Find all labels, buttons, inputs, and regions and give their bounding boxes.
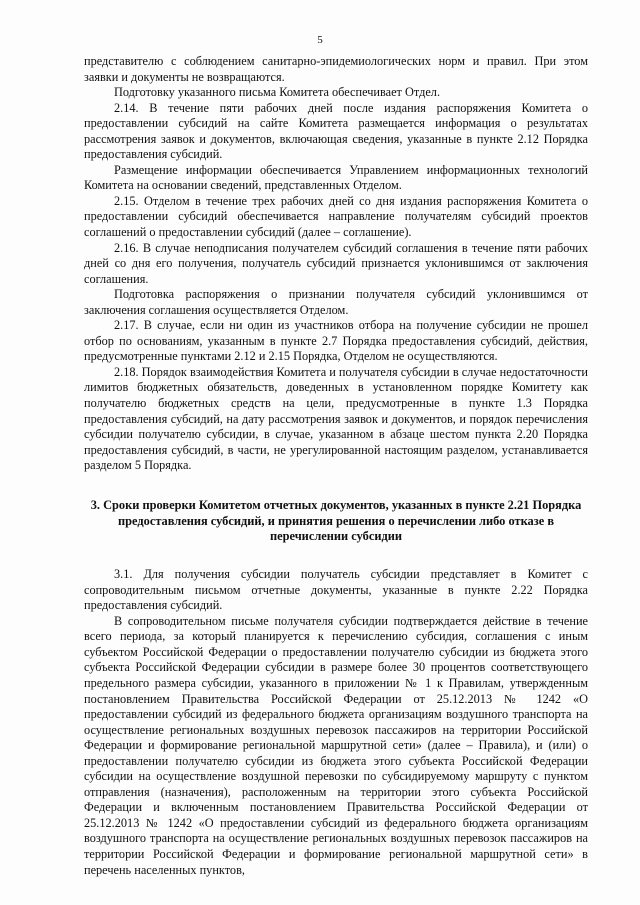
paragraph-2-18: 2.18. Порядок взаимодействия Комитета и получателя субсидии в случае недостаточности лимитов бюджетных обязательств, доведенных в установленном порядке Комитету как получателю бюджетных средств на цели, предусмотренные в пункте 1.3 Порядка предоставления субсидий, на дату рассмотрения заявок и документов, и порядок перечисления субсидии получателю субсидии, в случае, указанном в абзаце шестом пункта 2.20 Порядка предоставления субсидий, в части, не урегулированной настоящим разделом, устанавливается разделом 5 Порядка. <box>84 364 589 473</box>
paragraph-2-15: 2.15. Отделом в течение трех рабочих дней со дня издания распоряжения Комитета о предоставлении субсидий обеспечивается направление получателям субсидий проектов соглашений о предоставлении субсидий (далее – соглашение). <box>84 193 588 240</box>
paragraph-3-1: 3.1. Для получения субсидии получатель субсидии представляет в Комитет с сопроводительным письмом отчетные документы, указанные в пункте 2.22 Порядка предоставления субсидий. <box>84 567 588 613</box>
paragraph-cover-letter: В сопроводительном письме получателя субсидии подтверждается действие в течение всего периода, за который планируется к перечислению субсидия, соглашения с иным субъектом Российской Федерации о предоставлении получателю субсидии из бюджета этого субъекта Российской Федерации субсидии в размере более 30 процентов соответствующего предельного размера субсидии, указанного в приложении № 1 к Правилам, утвержденным постановлением Правительства Российской Федерации от 25.12.2013 № 1242 «О предоставлении субсидий из федерального бюджета организациям воздушного транспорта на осуществление региональных воздушных перевозок пассажиров на территории Российской Федерации и формирование региональной маршрутной сети» (далее – Правила), и (или) о предоставлении получателю субсидии из бюджета этого субъекта Российской Федерации субсидии на осуществление воздушной перевозки по субсидируемому маршруту с пунктом отправления (назначения), расположенным на территории этого субъекта Российской Федерации и включенным постановлением Правительства Российской Федерации от 25.12.2013 № 1242 «О предоставлении субсидий из федерального бюджета организациям воздушного транспорта на осуществление региональных воздушных перевозок пассажиров на территории Российской Федерации и формирование региональной маршрутной сети» в перечень населенных пунктов, <box>84 613 588 877</box>
document-body <box>84 54 588 878</box>
paragraph-info-placement: Размещение информации обеспечивается Управлением информационных технологий Комитета на основании сведений, представленных Отделом. <box>84 162 588 193</box>
paragraph-continuation: представителю с соблюдением санитарно-эпидемиологических норм и правил. При этом заявки и документы не возвращаются. <box>84 54 588 84</box>
paragraph-2-14: 2.14. В течение пяти рабочих дней после издания распоряжения Комитета о предоставлении субсидий на сайте Комитета размещается информация о результатах рассмотрения заявок и документов, включающая сведения, указанные в пункте 2.12 Порядка предоставления субсидий. <box>84 100 588 162</box>
page-number: 5 <box>317 34 323 46</box>
paragraph-2-16: 2.16. В случае неподписания получателем субсидий соглашения в течение пяти рабочих дней со дня его получения, получатель субсидий признается уклонившимся от заключения соглашения. <box>84 240 588 286</box>
paragraph-order-preparation: Подготовка распоряжения о признании получателя субсидий уклонившимся от заключения соглашения осуществляется Отделом. <box>84 287 588 317</box>
section-3-heading: 3. Сроки проверки Комитетом отчетных документов, указанных в пункте 2.21 Порядка предоставления субсидий, и принятия решения о перечислении либо отказе в перечислении субсидии <box>90 497 582 544</box>
paragraph-2-17: 2.17. В случае, если ни один из участников отбора на получение субсидии не прошел отбор по основаниям, указанным в пункте 2.7 Порядка предоставления субсидий, действия, предусмотренные пунктами 2.12 и 2.15 Порядка, Отделом не осуществляются. <box>84 318 588 364</box>
paragraph-letter-preparation: Подготовку указанного письма Комитета обеспечивает Отдел. <box>114 85 441 100</box>
